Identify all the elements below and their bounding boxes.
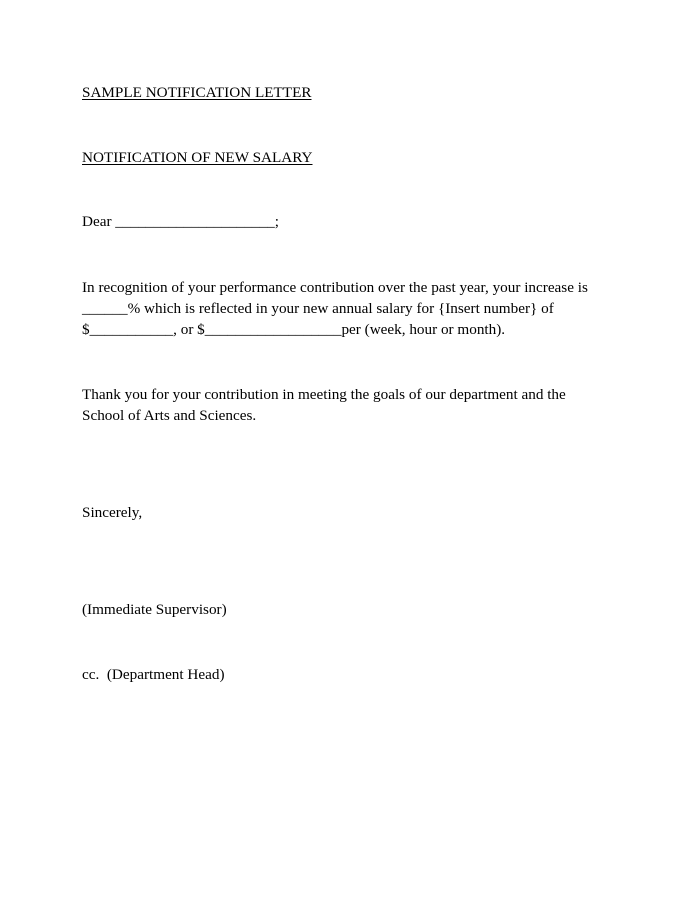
letter-heading: SAMPLE NOTIFICATION LETTER [82,84,312,101]
closing: Sincerely, [82,504,143,521]
paragraph-line: Thank you for your contribution in meeting the goals of our department and the [82,386,566,403]
salutation: Dear _____________________; [82,213,279,230]
paragraph-line: ______% which is reflected in your new annual salary for {Insert number} of [82,300,554,317]
paragraph-line: School of Arts and Sciences. [82,407,257,424]
cc-line: cc. (Department Head) [82,666,225,683]
letter-subject: NOTIFICATION OF NEW SALARY [82,149,313,166]
paragraph-line: In recognition of your performance contribution over the past year, your increase is [82,279,588,296]
signature-line: (Immediate Supervisor) [82,601,227,618]
paragraph-line: $___________, or $__________________per (week, hour or month). [82,321,506,338]
